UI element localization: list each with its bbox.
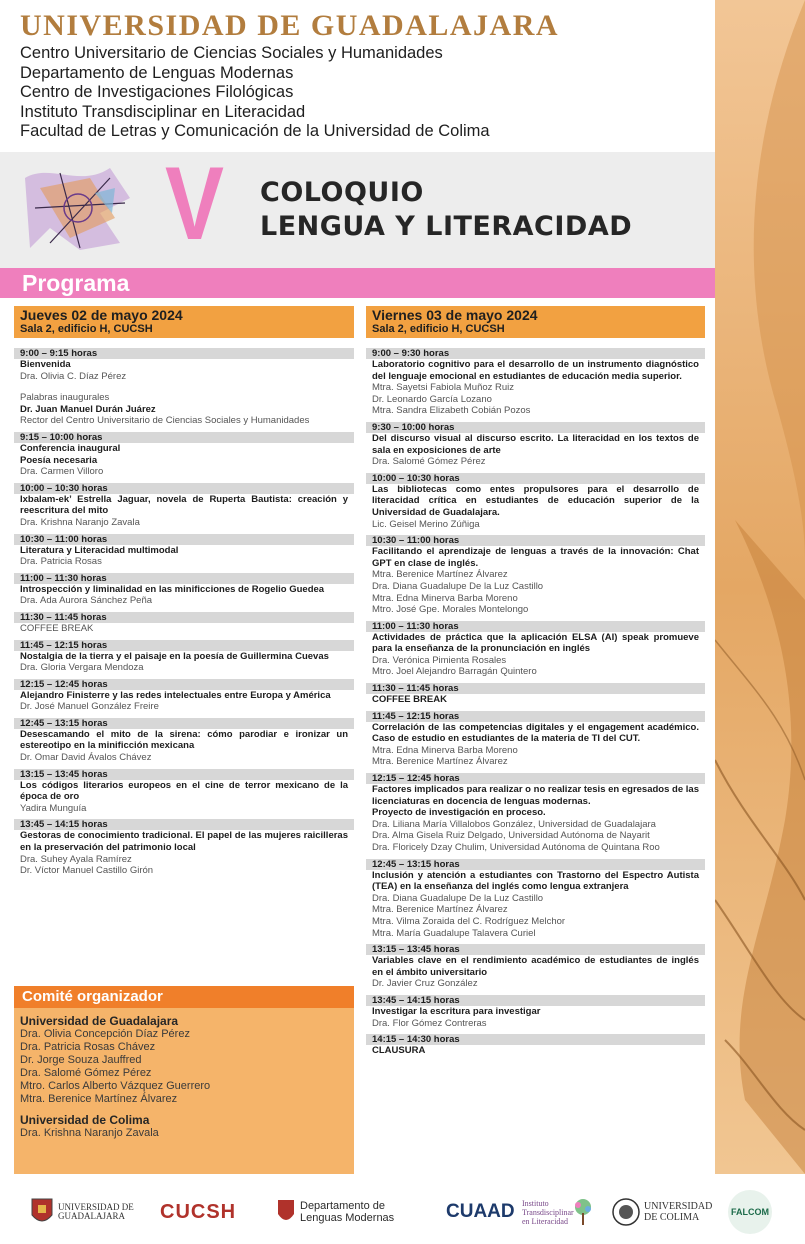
event-title bbox=[260, 176, 632, 244]
session-title: Dr. Juan Manuel Durán Juárez bbox=[20, 403, 156, 415]
session-time: 10:30 – 11:00 horas bbox=[366, 535, 705, 546]
session-time: 11:45 – 12:15 horas bbox=[14, 640, 354, 651]
logo-falcom bbox=[728, 1190, 772, 1234]
day-header bbox=[14, 306, 354, 338]
session-speaker: Dra. Verónica Pimienta Rosales bbox=[372, 654, 507, 666]
udg-shield-icon bbox=[30, 1197, 54, 1227]
logo-text: FALCOM bbox=[728, 1190, 772, 1234]
session-item bbox=[366, 535, 705, 616]
logo-text: CUAAD bbox=[446, 1201, 515, 1222]
session-item bbox=[14, 348, 354, 427]
session-speaker: Mtra. Sayetsi Fabiola Muñoz Ruiz bbox=[372, 382, 515, 394]
logo-text: UNIVERSIDAD DE COLIMA bbox=[644, 1201, 713, 1223]
session-item bbox=[14, 534, 354, 568]
logo-udg bbox=[30, 1190, 136, 1234]
tree-icon bbox=[572, 1197, 594, 1227]
logo-text: CUCSH bbox=[160, 1200, 237, 1223]
session-speaker: Mtra. Vilma Zoraida del C. Rodríguez Melchor bbox=[372, 915, 566, 927]
committee-spacer bbox=[20, 1106, 348, 1113]
logo-lenguas-modernas bbox=[276, 1190, 418, 1234]
session-speaker: Mtro. José Gpe. Morales Montelongo bbox=[372, 604, 529, 616]
committee-member: Mtra. Berenice Martínez Álvarez bbox=[20, 1093, 178, 1105]
session-time: 11:30 – 11:45 horas bbox=[366, 683, 705, 694]
session-speaker: Yadira Munguía bbox=[20, 802, 87, 814]
session-speaker: Dr. Leonardo García Lozano bbox=[372, 393, 492, 405]
session-title: COFFEE BREAK bbox=[372, 694, 447, 706]
session-time: 9:15 – 10:00 horas bbox=[14, 432, 354, 443]
session-speaker: Mtra. Sandra Elizabeth Cobián Pozos bbox=[372, 405, 531, 417]
session-title: Actividades de práctica que la aplicación ELSA (AI) speak promueve para la enseñanza de la pronunciación en inglés bbox=[372, 631, 699, 655]
day-date: Jueves 02 de mayo 2024 bbox=[20, 307, 183, 323]
shield-icon bbox=[276, 1198, 296, 1226]
session-title: Poesía necesaria bbox=[20, 454, 98, 466]
session-item bbox=[366, 621, 705, 678]
session-speaker: Mtra. Edna Minerva Barba Moreno bbox=[372, 592, 518, 604]
session-list bbox=[14, 348, 354, 877]
day-column-thursday bbox=[14, 306, 354, 882]
session-time: 10:30 – 11:00 horas bbox=[14, 534, 354, 545]
session-time: 12:45 – 13:15 horas bbox=[366, 859, 705, 870]
committee-body bbox=[14, 1008, 354, 1176]
session-speaker: Dra. Alma Gisela Ruiz Delgado, Universidad Autónoma de Nayarit bbox=[372, 830, 650, 842]
session-title: CLAUSURA bbox=[372, 1045, 426, 1057]
session-item bbox=[14, 819, 354, 876]
session-title: Facilitando el aprendizaje de lenguas a través de la innovación: Chat GPT en clase de inglés. bbox=[372, 546, 699, 569]
event-title-line2: LENGUA Y LITERACIDAD bbox=[260, 211, 633, 242]
committee-institution: Universidad de Guadalajara bbox=[20, 1014, 179, 1028]
session-speaker: Mtra. Edna Minerva Barba Moreno bbox=[372, 744, 518, 756]
session-title: Inclusión y atención a estudiantes con Trastorno del Espectro Autista (TEA) en la enseñanza del inglés como lengua extranjera bbox=[372, 869, 699, 893]
header bbox=[20, 8, 710, 142]
session-time: 11:30 – 11:45 horas bbox=[14, 612, 354, 623]
committee-member: Mtro. Carlos Alberto Vázquez Guerrero bbox=[20, 1080, 211, 1092]
day-date: Viernes 03 de mayo 2024 bbox=[372, 307, 538, 323]
event-title-line1: COLOQUIO bbox=[260, 177, 424, 208]
session-speaker: Mtra. María Guadalupe Talavera Curiel bbox=[372, 927, 536, 939]
session-title: Desescamando el mito de la sirena: cómo parodiar e ironizar un estereotipo en la minificción mexicana bbox=[20, 728, 348, 752]
session-speaker: Dra. Olivia C. Díaz Pérez bbox=[20, 370, 127, 382]
session-time: 12:15 – 12:45 horas bbox=[366, 773, 705, 784]
session-time: 9:00 – 9:30 horas bbox=[366, 348, 705, 359]
logo-cuaad bbox=[446, 1190, 515, 1234]
day-venue: Sala 2, edificio H, CUCSH bbox=[20, 323, 153, 335]
abstract-artwork-image bbox=[20, 158, 138, 258]
committee-member: Dra. Olivia Concepción Díaz Pérez bbox=[20, 1028, 190, 1040]
programa-heading: Programa bbox=[22, 270, 130, 296]
session-time: 13:15 – 13:45 horas bbox=[14, 769, 354, 780]
session-item bbox=[14, 718, 354, 764]
logo-instituto-literacidad bbox=[522, 1190, 594, 1234]
session-speaker: Dr. Víctor Manuel Castillo Girón bbox=[20, 865, 154, 877]
session-title: Introspección y liminalidad en las minificciones de Rogelio Guedea bbox=[20, 583, 325, 595]
session-speaker: Dra. Suhey Ayala Ramírez bbox=[20, 853, 132, 865]
session-speaker: Lic. Geisel Merino Zúñiga bbox=[372, 518, 480, 530]
session-title: Alejandro Finisterre y las redes intelectuales entre Europa y América bbox=[20, 689, 331, 701]
session-speaker: Dra. Krishna Naranjo Zavala bbox=[20, 516, 140, 528]
session-speaker: Dra. Salomé Gómez Pérez bbox=[372, 456, 486, 468]
session-time: 13:15 – 13:45 horas bbox=[366, 944, 705, 955]
session-title: Bienvenida bbox=[20, 359, 71, 370]
session-time: 13:45 – 14:15 horas bbox=[366, 995, 705, 1006]
session-speaker: Dra. Patricia Rosas bbox=[20, 556, 102, 568]
session-speaker: Mtro. Joel Alejandro Barragán Quintero bbox=[372, 666, 537, 678]
session-title: Proyecto de investigación en proceso. bbox=[372, 807, 546, 819]
session-item bbox=[366, 348, 705, 417]
session-time: 14:15 – 14:30 horas bbox=[366, 1034, 705, 1045]
session-item bbox=[366, 773, 705, 854]
logo-text: Departamento de Lenguas Modernas bbox=[300, 1200, 395, 1224]
session-item bbox=[366, 711, 705, 768]
committee-member: Dr. Jorge Souza Jauffred bbox=[20, 1054, 142, 1066]
session-spacer bbox=[14, 382, 354, 392]
session-item bbox=[14, 483, 354, 529]
session-title: Literatura y Literacidad multimodal bbox=[20, 544, 179, 556]
university-title: UNIVERSIDAD DE GUADALAJARA bbox=[20, 9, 560, 42]
logo-text: UNIVERSIDAD DE GUADALAJARA bbox=[58, 1202, 134, 1221]
session-speaker: Dra. Flor Gómez Contreras bbox=[372, 1017, 487, 1029]
session-speaker: Palabras inaugurales bbox=[20, 392, 110, 404]
session-time: 12:15 – 12:45 horas bbox=[14, 679, 354, 690]
session-speaker: Dra. Diana Guadalupe De la Luz Castillo bbox=[372, 580, 544, 592]
session-speaker: Dra. Carmen Villoro bbox=[20, 466, 104, 478]
edition-numeral: V bbox=[165, 146, 224, 262]
session-item bbox=[14, 640, 354, 674]
session-title: Gestoras de conocimiento tradicional. El papel de las mujeres raicilleras en la preservación del patrimonio local bbox=[20, 830, 348, 854]
session-title: Correlación de las competencias digitales y el engagement académico. Caso de estudio en estudiantes de la materia de TI del CUT. bbox=[372, 721, 699, 745]
session-title: Nostalgia de la tierra y el paisaje en la poesía de Guillermina Cuevas bbox=[20, 650, 329, 662]
session-title: Del discurso visual al discurso escrito. La literacidad en los textos de sala en exposiciones de arte bbox=[372, 432, 699, 456]
session-item bbox=[14, 612, 354, 635]
session-title: Laboratorio cognitivo para el desarrollo de un instrumento diagnóstico del lenguaje emocional en estudiantes de educación media superior. bbox=[372, 359, 699, 382]
session-speaker: Mtra. Berenice Martínez Álvarez bbox=[372, 756, 508, 768]
session-time: 9:00 – 9:15 horas bbox=[14, 348, 354, 359]
institution-line: Centro de Investigaciones Filológicas bbox=[20, 83, 294, 101]
institution-line: Facultad de Letras y Comunicación de la Universidad de Colima bbox=[20, 122, 490, 140]
committee-member: Dra. Krishna Naranjo Zavala bbox=[20, 1127, 159, 1139]
session-item bbox=[366, 473, 705, 530]
session-speaker: Dra. Diana Guadalupe De la Luz Castillo bbox=[372, 892, 544, 904]
session-time: 9:30 – 10:00 horas bbox=[366, 422, 705, 433]
institution-line: Centro Universitario de Ciencias Sociales y Humanidades bbox=[20, 44, 443, 62]
session-speaker: Dra. Floricely Dzay Chulim, Universidad Autónoma de Quintana Roo bbox=[372, 842, 660, 853]
committee-member: Dra. Patricia Rosas Chávez bbox=[20, 1041, 156, 1053]
session-speaker: Dra. Ada Aurora Sánchez Peña bbox=[20, 595, 153, 607]
decorative-leaf-artwork bbox=[715, 0, 805, 1174]
session-title: Investigar la escritura para investigar bbox=[372, 1005, 541, 1017]
session-title: Los códigos literarios europeos en el cine de terror mexicano de la época de oro bbox=[20, 779, 348, 803]
session-speaker: Dr. Omar David Ávalos Chávez bbox=[20, 752, 152, 764]
logo-cucsh bbox=[160, 1190, 236, 1234]
session-title: Las bibliotecas como entes propulsores para el desarrollo de literacidad crítica en estudiantes de educación superior de la Universidad de Guadalajara. bbox=[372, 483, 699, 518]
committee-member: Dra. Salomé Gómez Pérez bbox=[20, 1067, 152, 1079]
session-item bbox=[14, 769, 354, 815]
session-item bbox=[14, 679, 354, 713]
session-title: Conferencia inaugural bbox=[20, 442, 121, 454]
session-list bbox=[366, 348, 705, 1057]
session-title: Ixbalam-ek’ Estrella Jaguar, novela de Ruperta Bautista: creación y reescritura del mito bbox=[20, 493, 348, 517]
organizing-committee bbox=[14, 986, 354, 1176]
session-speaker: Dr. Javier Cruz González bbox=[372, 978, 478, 990]
session-time: 10:00 – 10:30 horas bbox=[366, 473, 705, 484]
session-item bbox=[366, 683, 705, 706]
session-speaker: Dr. José Manuel González Freire bbox=[20, 701, 159, 713]
session-item bbox=[366, 859, 705, 940]
session-time: 11:00 – 11:30 horas bbox=[366, 621, 705, 632]
session-time: 11:45 – 12:15 horas bbox=[366, 711, 705, 722]
session-speaker: COFFEE BREAK bbox=[20, 622, 94, 634]
day-column-friday bbox=[366, 306, 705, 1062]
session-time: 13:45 – 14:15 horas bbox=[14, 819, 354, 830]
committee-heading: Comité organizador bbox=[14, 986, 354, 1008]
session-speaker: Rector del Centro Universitario de Ciencias Sociales y Humanidades bbox=[20, 415, 310, 427]
committee-institution: Universidad de Colima bbox=[20, 1113, 150, 1127]
session-speaker: Dra. Liliana María Villalobos González, Universidad de Guadalajara bbox=[372, 818, 656, 830]
session-speaker: Mtra. Berenice Martínez Álvarez bbox=[372, 569, 508, 581]
day-venue: Sala 2, edificio H, CUCSH bbox=[372, 323, 505, 335]
session-time: 10:00 – 10:30 horas bbox=[14, 483, 354, 494]
ucol-seal-icon bbox=[612, 1198, 640, 1226]
session-item bbox=[366, 422, 705, 468]
session-item bbox=[366, 1034, 705, 1057]
session-time: 12:45 – 13:15 horas bbox=[14, 718, 354, 729]
session-title: Factores implicados para realizar o no realizar tesis en egresados de las licenciaturas en docencia de lenguas modernas. bbox=[372, 784, 699, 807]
institution-line: Departamento de Lenguas Modernas bbox=[20, 63, 294, 82]
logo-text: Instituto Transdisciplinar en Literacidad bbox=[522, 1198, 574, 1226]
day-header bbox=[366, 306, 705, 338]
session-item bbox=[14, 432, 354, 478]
session-title: Variables clave en el rendimiento académico de estudiantes de inglés en el ámbito universitario bbox=[372, 955, 699, 978]
logo-ucol bbox=[612, 1190, 713, 1234]
session-speaker: Dra. Gloria Vergara Mendoza bbox=[20, 662, 144, 674]
institution-line: Instituto Transdisciplinar en Literacidad bbox=[20, 102, 306, 121]
programa-band bbox=[0, 268, 715, 298]
session-speaker: Mtra. Berenice Martínez Álvarez bbox=[372, 904, 508, 916]
session-item bbox=[366, 944, 705, 990]
session-item bbox=[366, 995, 705, 1029]
session-item bbox=[14, 573, 354, 607]
session-time: 11:00 – 11:30 horas bbox=[14, 573, 354, 584]
